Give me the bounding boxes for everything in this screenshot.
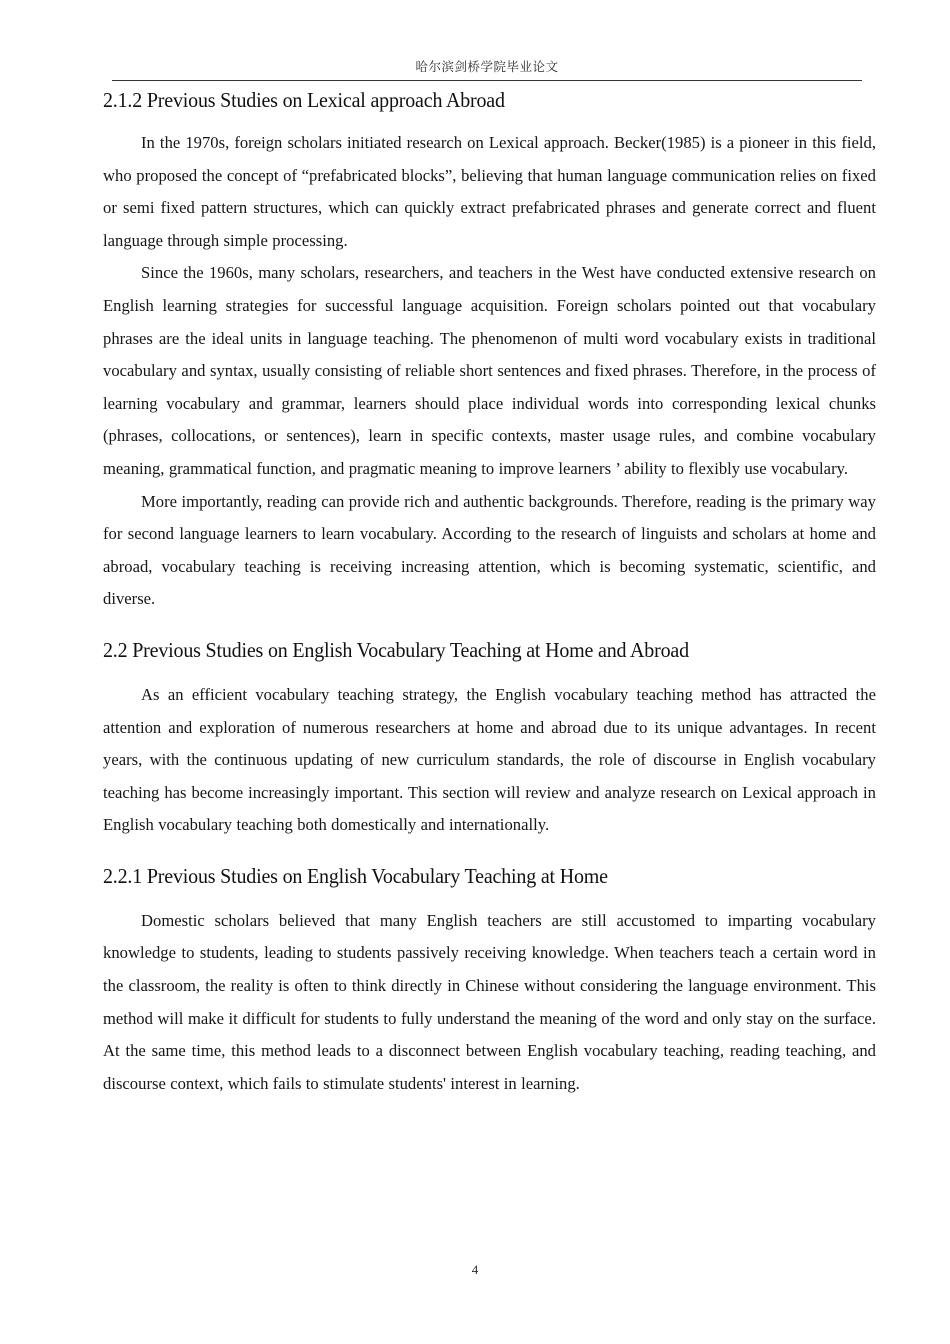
paragraph: Since the 1960s, many scholars, researchers, and teachers in the West have conducted extensive research on English learning strategies for successful language acquisition. Foreign scholars pointed out that vocabulary phrases are the ideal units in language teaching. The phenomenon of multi word vocabulary exists in traditional vocabulary and syntax, usually consisting of reliable short sentences and fixed phrases. Therefore, in the process of learning vocabulary and grammar, learners should place individual words into corresponding lexical chunks (phrases, collocations, or sentences), learn in specific contexts, master usage rules, and combine vocabulary meaning, grammatical function, and pragmatic meaning to improve learners ’ ability to flexibly use vocabulary. — [103, 263, 876, 478]
document-body — [103, 86, 876, 1100]
running-header: 哈尔滨剑桥学院毕业论文 — [415, 59, 559, 74]
paragraph: In the 1970s, foreign scholars initiated research on Lexical approach. Becker(1985) is a pioneer in this field, who proposed the concept of “prefabricated blocks”, believing that human language communication relies on fixed or semi fixed pattern structures, which can quickly extract prefabricated phrases and generate correct and fluent language through simple processing. — [103, 133, 876, 250]
paragraph: As an efficient vocabulary teaching strategy, the English vocabulary teaching method has attracted the attention and exploration of numerous researchers at home and abroad due to its unique advantages. In recent years, with the continuous updating of new curriculum standards, the role of discourse in English vocabulary teaching has become increasingly important. This section will review and analyze research on Lexical approach in English vocabulary teaching both domestically and internationally. — [103, 684, 876, 835]
paragraph: Domestic scholars believed that many English teachers are still accustomed to imparting vocabulary knowledge to students, leading to students passively receiving knowledge. When teachers teach a certain word in the classroom, the reality is often to think directly in Chinese without considering the language environment. This method will make it difficult for students to fully understand the meaning of the word and only stay on the surface. At the same time, this method leads to a disconnect between English vocabulary teaching, reading teaching, and discourse context, which fails to stimulate students' interest in learning. — [103, 910, 876, 1093]
header-rule-divider — [112, 80, 862, 81]
paragraph: More importantly, reading can provide rich and authentic backgrounds. Therefore, reading is the primary way for second language learners to learn vocabulary. According to the research of linguists and scholars at home and abroad, vocabulary teaching is receiving increasing attention, which is becoming systematic, scientific, and diverse. — [103, 491, 876, 609]
page-number: 4 — [471, 1262, 479, 1277]
section-heading-2-2: 2.2 Previous Studies on English Vocabulary Teaching at Home and Abroad — [103, 637, 689, 662]
section-heading-2-1-2: 2.1.2 Previous Studies on Lexical approach Abroad — [103, 88, 505, 112]
section-heading-2-2-1: 2.2.1 Previous Studies on English Vocabulary Teaching at Home — [103, 863, 608, 888]
